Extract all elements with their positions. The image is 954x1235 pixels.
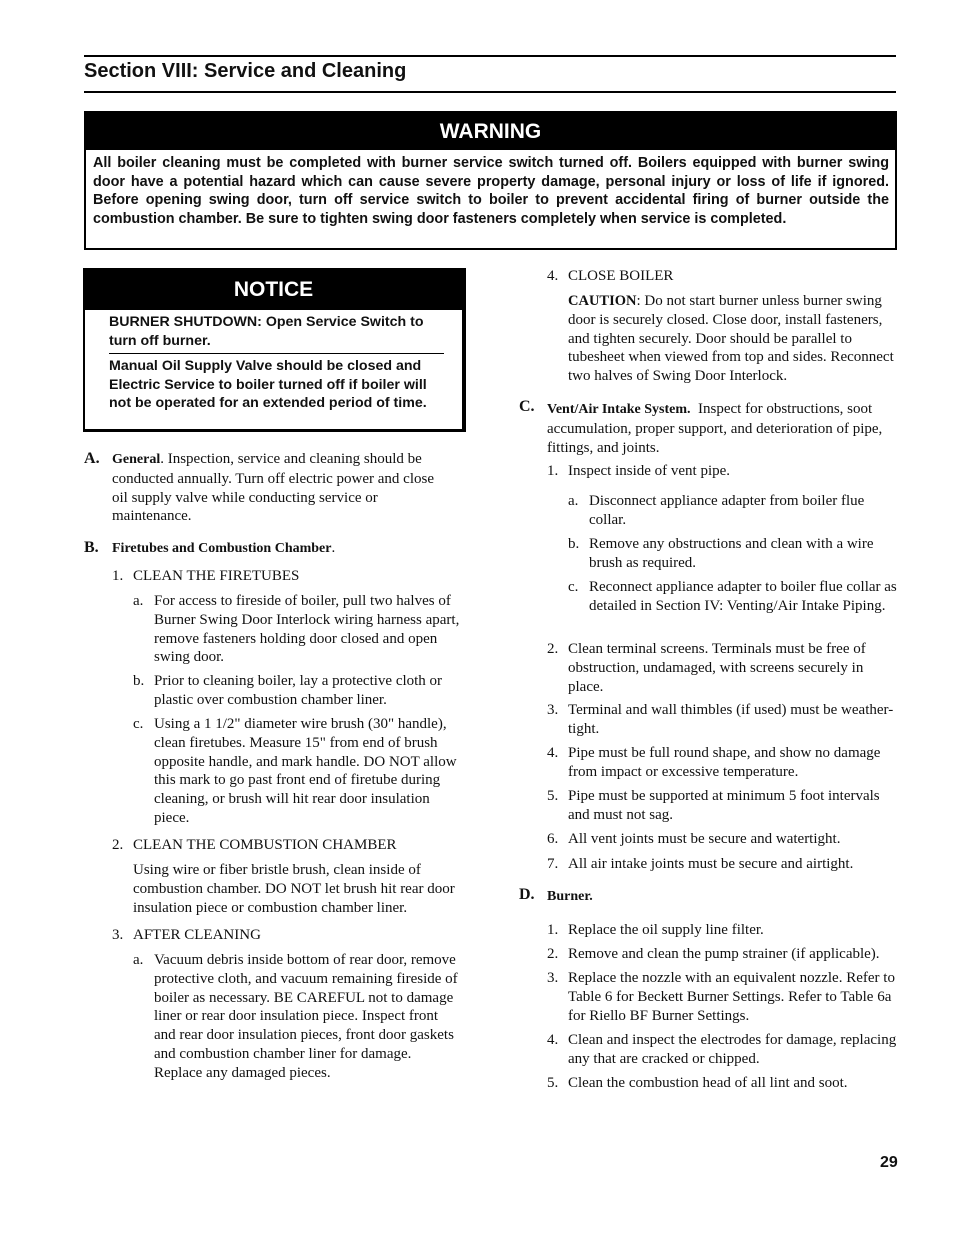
notice-box	[83, 268, 466, 432]
c-item-5-num: 5.	[547, 788, 559, 804]
c-item-2-num: 2.	[547, 641, 559, 657]
section-d-letter: D.	[519, 886, 535, 903]
b-item-2-num: 2.	[112, 837, 124, 853]
b-item-4-caution	[568, 292, 902, 386]
c1-sub-b	[568, 535, 902, 573]
section-a-text	[112, 450, 444, 526]
c-item-5-text: Pipe must be supported at minimum 5 foot intervals and must not sag.	[568, 788, 880, 823]
b-item-4-num: 4.	[547, 268, 559, 284]
d-item-1	[547, 921, 897, 940]
c1-sub-b-label: b.	[568, 536, 580, 552]
d-item-4-num: 4.	[547, 1032, 559, 1048]
section-c-letter: C.	[519, 398, 535, 415]
top-rule	[84, 55, 896, 57]
c-item-6	[547, 830, 897, 849]
c1-sub-c-text: Reconnect appliance adapter to boiler flue collar as detailed in Section IV: Venting/Air Intake Piping.	[589, 579, 897, 614]
c-item-4-text: Pipe must be full round shape, and show no damage from impact or excessive temperature.	[568, 745, 881, 780]
c-item-3-text: Terminal and wall thimbles (if used) must be weather-tight.	[568, 702, 894, 737]
b-item-3-title: AFTER CLEANING	[133, 927, 261, 943]
c-item-2-text: Clean terminal screens. Terminals must be free of obstruction, undamaged, with screens securely in place.	[568, 641, 866, 695]
d-item-2-num: 2.	[547, 946, 559, 962]
d-item-5-num: 5.	[547, 1075, 559, 1091]
d-item-2	[547, 945, 897, 964]
notice-burner-shutdown: BURNER SHUTDOWN: Open Service Switch to turn off burner.	[109, 310, 444, 354]
caution-text: : Do not start burner unless burner swing door is securely closed. Close door, install fasteners, and tighten securely. Door should be parallel to tubesheet when viewed from top and sides. Reconnect two halves of Swing Door Interlock.	[568, 293, 894, 385]
title-underline	[84, 91, 896, 93]
b3-sub-a	[133, 951, 463, 1083]
section-a-heading: General	[112, 452, 161, 467]
b1-sub-a-text: For access to fireside of boiler, pull two halves of Burner Swing Door Interlock wiring harness apart, remove fasteners holding door closed and open swing door.	[154, 593, 460, 666]
notice-heading: NOTICE	[85, 270, 462, 310]
d-item-4	[547, 1031, 897, 1069]
b1-sub-b-label: b.	[133, 673, 145, 689]
b-item-2-title: CLEAN THE COMBUSTION CHAMBER	[133, 837, 397, 853]
d-item-1-num: 1.	[547, 922, 559, 938]
b1-sub-a	[133, 592, 463, 667]
c-item-7-text: All air intake joints must be secure and airtight.	[568, 856, 854, 872]
section-a-letter: A.	[84, 450, 100, 467]
section-c-heading: Vent/Air Intake System.	[547, 402, 691, 417]
c-item-3	[547, 701, 897, 739]
c-item-1-num: 1.	[547, 463, 559, 479]
b1-sub-c-text: Using a 1 1/2" diameter wire brush (30" handle), clean firetubes. Measure 15" from end of brush opposite handle, and mark handle. DO NOT allow this mark to go past front end of firetube during cleaning, or brush will hit rear door insulation piece.	[154, 716, 457, 826]
c-item-1	[547, 462, 897, 481]
c1-sub-c	[568, 578, 902, 616]
caution-label: CAUTION	[568, 293, 637, 309]
c-item-4	[547, 744, 897, 782]
d-item-4-text: Clean and inspect the electrodes for damage, replacing any that are cracked or chipped.	[568, 1032, 897, 1067]
c-item-6-num: 6.	[547, 831, 559, 847]
d-item-5-text: Clean the combustion head of all lint and soot.	[568, 1075, 848, 1091]
section-d-heading: Burner.	[547, 889, 593, 904]
b1-sub-c-label: c.	[133, 716, 144, 732]
b-item-4-title: CLOSE BOILER	[568, 268, 674, 284]
notice-oil-valve: Manual Oil Supply Valve should be closed and Electric Service to boiler turned off if boiler will not be operated for an extended period of time.	[109, 358, 427, 412]
c-item-4-num: 4.	[547, 745, 559, 761]
b3-sub-a-label: a.	[133, 952, 144, 968]
b-item-3-num: 3.	[112, 927, 124, 943]
section-b-letter: B.	[84, 539, 99, 556]
page-number: 29	[880, 1154, 898, 1171]
section-b-heading: Firetubes and Combustion Chamber	[112, 541, 332, 556]
c1-sub-a-text: Disconnect appliance adapter from boiler flue collar.	[589, 493, 865, 528]
c1-sub-a-label: a.	[568, 493, 579, 509]
warning-text: All boiler cleaning must be completed with burner service switch turned off. Boilers equipped with burner swing door have a potential hazard which can cause severe property damage, personal injury or loss of life if ignored. Before opening swing door, turn off service switch to boiler to prevent accidental firing of burner outside the combustion chamber. Be sure to tighten swing door fasteners completely when service is completed.	[93, 155, 889, 227]
c-item-7	[547, 855, 897, 874]
warning-box	[84, 111, 897, 250]
b-item-2-text: Using wire or fiber bristle brush, clean inside of combustion chamber. DO NOT let brush hit rear door insulation piece or combustion chamber liner.	[133, 862, 455, 916]
d-item-2-text: Remove and clean the pump strainer (if applicable).	[568, 946, 880, 962]
c1-sub-b-text: Remove any obstructions and clean with a wire brush as required.	[589, 536, 874, 571]
d-item-1-text: Replace the oil supply line filter.	[568, 922, 764, 938]
b3-sub-a-text: Vacuum debris inside bottom of rear door, remove protective cloth, and vacuum remaining fireside of boiler as necessary. BE CAREFUL not to damage liner or rear door insulation piece. Inspect front and rear door insulation pieces, front door gaskets and combustion chamber liner for damage. Replace any damaged pieces.	[154, 952, 458, 1081]
d-item-5	[547, 1074, 897, 1093]
c1-sub-c-label: c.	[568, 579, 579, 595]
c1-sub-a	[568, 492, 902, 530]
c-item-3-num: 3.	[547, 702, 559, 718]
d-item-3-num: 3.	[547, 970, 559, 986]
b1-sub-b	[133, 672, 463, 710]
b1-sub-c	[133, 715, 463, 828]
b-item-1-num: 1.	[112, 568, 124, 584]
warning-heading: WARNING	[86, 113, 895, 150]
b1-sub-b-text: Prior to cleaning boiler, lay a protective cloth or plastic over combustion chamber liner.	[154, 673, 443, 708]
b-item-1-title: CLEAN THE FIRETUBES	[133, 568, 300, 584]
c-item-2	[547, 640, 897, 696]
b1-sub-a-label: a.	[133, 593, 144, 609]
d-item-3-text: Replace the nozzle with an equivalent nozzle. Refer to Table 6 for Beckett Burner Settings. Refer to Table 6a for Riello BF Burner Settings.	[568, 970, 895, 1024]
section-a-body: . Inspection, service and cleaning should be conducted annually. Turn off electric power and close oil supply valve while conducting service or maintenance.	[112, 451, 434, 525]
c-item-6-text: All vent joints must be secure and watertight.	[568, 831, 841, 847]
c-item-7-num: 7.	[547, 856, 559, 872]
c-item-1-text: Inspect inside of vent pipe.	[568, 463, 731, 479]
d-item-3	[547, 969, 897, 1025]
section-c-text: Inspect for obstructions, soot accumulation, proper support, and deterioration of pipe, fittings, and joints.	[547, 401, 883, 456]
c-item-5	[547, 787, 897, 825]
section-title: Section VIII: Service and Cleaning	[84, 60, 407, 82]
